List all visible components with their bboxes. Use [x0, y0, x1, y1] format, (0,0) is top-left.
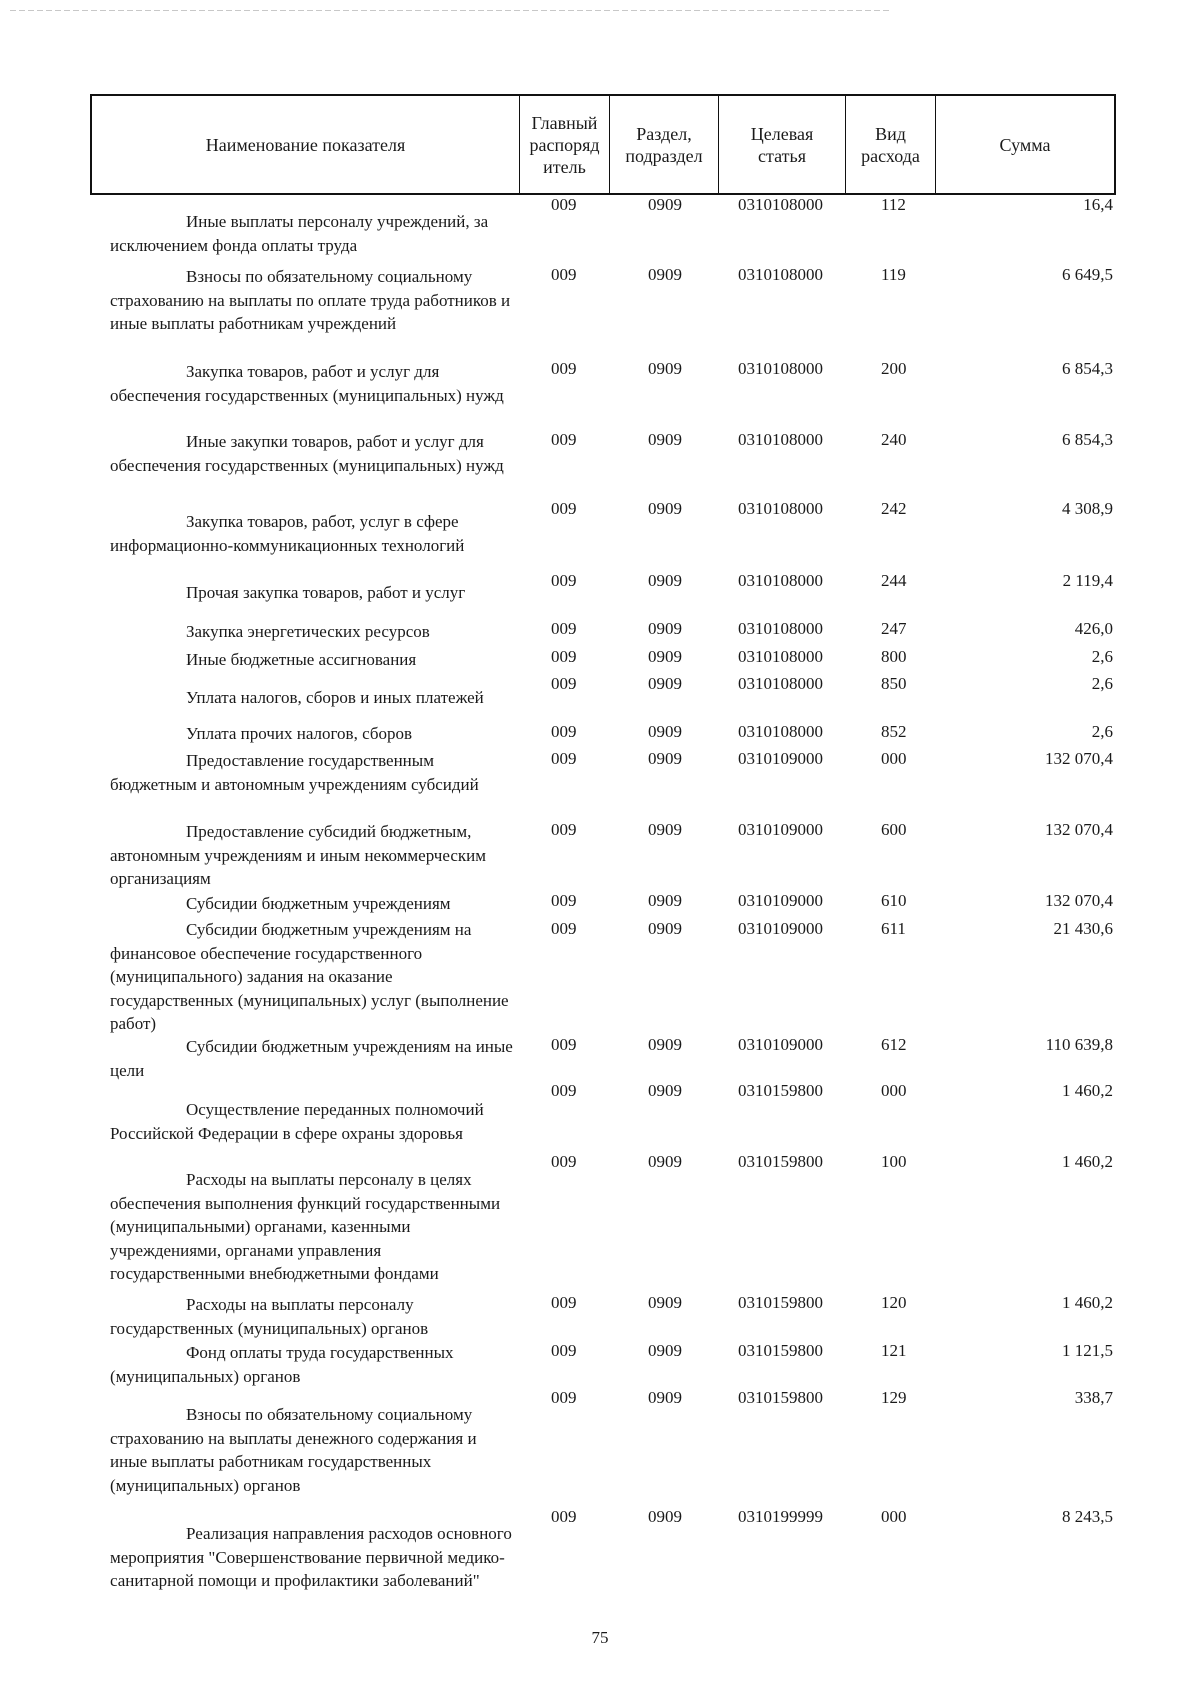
row-sum: 21 430,6 — [1053, 919, 1113, 938]
row-indicator-name: Закупка товаров, работ и услуг для обеспечения государственных (муниципальных) нужд — [110, 362, 504, 405]
row-target-article: 0310108000 — [738, 430, 823, 449]
row-sum: 132 070,4 — [1045, 749, 1113, 768]
row-sum: 8 243,5 — [1062, 1507, 1113, 1526]
row-sum: 2,6 — [1091, 722, 1113, 741]
row-sum: 4 308,9 — [1062, 499, 1113, 518]
row-main-manager: 009 — [551, 1035, 577, 1054]
header-name: Наименование показателя — [205, 134, 406, 155]
row-expense-kind: 112 — [881, 195, 906, 214]
row-expense-kind: 129 — [881, 1388, 907, 1407]
row-section: 0909 — [648, 1152, 682, 1171]
row-expense-kind: 000 — [881, 749, 907, 768]
row-sum: 6 854,3 — [1062, 359, 1113, 378]
row-sum: 338,7 — [1074, 1388, 1113, 1407]
row-expense-kind: 121 — [881, 1341, 907, 1360]
row-target-article: 0310109000 — [738, 919, 823, 938]
row-sum: 110 639,8 — [1045, 1035, 1113, 1054]
row-indicator-name: Осуществление переданных полномочий Российской Федерации в сфере охраны здоровья — [110, 1100, 484, 1143]
row-target-article: 0310159800 — [738, 1152, 823, 1171]
row-sum: 1 460,2 — [1062, 1152, 1113, 1171]
row-expense-kind: 852 — [881, 722, 907, 741]
row-target-article: 0310109000 — [738, 891, 823, 910]
row-indicator-name: Закупка товаров, работ, услуг в сфере информационно-коммуникационных технологий — [110, 512, 465, 555]
row-expense-kind: 242 — [881, 499, 907, 518]
row-expense-kind: 200 — [881, 359, 907, 378]
row-sum: 1 121,5 — [1062, 1341, 1113, 1360]
row-target-article: 0310159800 — [738, 1081, 823, 1100]
row-indicator-name: Иные бюджетные ассигнования — [186, 650, 417, 669]
row-expense-kind: 100 — [881, 1152, 907, 1171]
row-indicator-name: Субсидии бюджетным учреждениям на иные цели — [110, 1037, 513, 1080]
row-main-manager: 009 — [551, 1081, 577, 1100]
row-section: 0909 — [648, 571, 682, 590]
row-target-article: 0310159800 — [738, 1388, 823, 1407]
row-indicator-name: Иные закупки товаров, работ и услуг для обеспечения государственных (муниципальных) нужд — [110, 432, 504, 475]
row-sum: 6 854,3 — [1062, 430, 1113, 449]
row-section: 0909 — [648, 1341, 682, 1360]
row-section: 0909 — [648, 1035, 682, 1054]
row-expense-kind: 119 — [881, 265, 906, 284]
row-section: 0909 — [648, 195, 682, 214]
row-target-article: 0310108000 — [738, 265, 823, 284]
row-expense-kind: 240 — [881, 430, 907, 449]
row-sum: 2,6 — [1091, 674, 1113, 693]
row-section: 0909 — [648, 1507, 682, 1526]
row-indicator-name: Субсидии бюджетным учреждениям на финансовое обеспечение государственного (муниципального) задания на оказание государственных (муниципальных) услуг (выполнение работ) — [110, 920, 509, 1033]
row-target-article: 0310108000 — [738, 647, 823, 666]
row-indicator-name: Уплата прочих налогов, сборов — [186, 724, 412, 743]
row-indicator-name: Субсидии бюджетным учреждениям — [186, 894, 451, 913]
row-expense-kind: 600 — [881, 820, 907, 839]
header-main-manager: Главный распоряд итель — [519, 96, 609, 193]
row-indicator-name: Расходы на выплаты персоналу в целях обеспечения выполнения функций государственными (муниципальными) органами, казенными учреждениями, органами управления государственными внебюджетными фондами — [110, 1170, 501, 1283]
row-expense-kind: 610 — [881, 891, 907, 910]
row-main-manager: 009 — [551, 722, 577, 741]
row-sum: 2,6 — [1091, 647, 1113, 666]
row-sum: 1 460,2 — [1062, 1081, 1113, 1100]
row-sum: 132 070,4 — [1045, 820, 1113, 839]
row-main-manager: 009 — [551, 195, 577, 214]
row-sum: 1 460,2 — [1062, 1293, 1113, 1312]
row-section: 0909 — [648, 1293, 682, 1312]
header-target-article: Целевая статья — [718, 96, 845, 193]
row-target-article: 0310109000 — [738, 820, 823, 839]
row-expense-kind: 247 — [881, 619, 907, 638]
row-indicator-name: Реализация направления расходов основного мероприятия "Совершенствование первичной медико-санитарной помощи и профилактики заболеваний" — [110, 1524, 512, 1590]
row-section: 0909 — [648, 430, 682, 449]
row-target-article: 0310108000 — [738, 195, 823, 214]
row-indicator-name: Фонд оплаты труда государственных (муниципальных) органов — [110, 1343, 454, 1386]
row-main-manager: 009 — [551, 1388, 577, 1407]
row-sum: 2 119,4 — [1062, 571, 1113, 590]
row-main-manager: 009 — [551, 619, 577, 638]
row-main-manager: 009 — [551, 919, 577, 938]
row-main-manager: 009 — [551, 1152, 577, 1171]
row-target-article: 0310109000 — [738, 749, 823, 768]
row-expense-kind: 612 — [881, 1035, 907, 1054]
row-main-manager: 009 — [551, 499, 577, 518]
row-sum: 16,4 — [1083, 195, 1113, 214]
row-sum: 6 649,5 — [1062, 265, 1113, 284]
row-target-article: 0310108000 — [738, 674, 823, 693]
row-section: 0909 — [648, 499, 682, 518]
row-indicator-name: Иные выплаты персоналу учреждений, за исключением фонда оплаты труда — [110, 212, 489, 255]
row-section: 0909 — [648, 359, 682, 378]
row-target-article: 0310159800 — [738, 1293, 823, 1312]
header-expense-kind: Вид расхода — [845, 96, 935, 193]
row-main-manager: 009 — [551, 430, 577, 449]
row-section: 0909 — [648, 619, 682, 638]
row-target-article: 0310108000 — [738, 619, 823, 638]
row-main-manager: 009 — [551, 1341, 577, 1360]
row-expense-kind: 120 — [881, 1293, 907, 1312]
row-target-article: 0310199999 — [738, 1507, 823, 1526]
row-expense-kind: 850 — [881, 674, 907, 693]
row-main-manager: 009 — [551, 1507, 577, 1526]
row-target-article: 0310108000 — [738, 722, 823, 741]
row-target-article: 0310109000 — [738, 1035, 823, 1054]
row-expense-kind: 244 — [881, 571, 907, 590]
row-section: 0909 — [648, 919, 682, 938]
row-main-manager: 009 — [551, 674, 577, 693]
row-main-manager: 009 — [551, 571, 577, 590]
row-sum: 426,0 — [1074, 619, 1113, 638]
row-section: 0909 — [648, 891, 682, 910]
row-indicator-name: Предоставление государственным бюджетным и автономным учреждениям субсидий — [110, 751, 479, 794]
row-indicator-name: Прочая закупка товаров, работ и услуг — [186, 583, 466, 602]
row-target-article: 0310108000 — [738, 359, 823, 378]
row-indicator-name: Предоставление субсидий бюджетным, автономным учреждениям и иным некоммерческим организациям — [110, 822, 486, 888]
row-indicator-name: Закупка энергетических ресурсов — [186, 622, 430, 641]
row-main-manager: 009 — [551, 359, 577, 378]
row-section: 0909 — [648, 749, 682, 768]
header-section: Раздел, подраздел — [609, 96, 718, 193]
page-number: 75 — [591, 1628, 609, 1647]
row-main-manager: 009 — [551, 265, 577, 284]
header-sum: Сумма — [935, 96, 1114, 193]
row-main-manager: 009 — [551, 820, 577, 839]
row-section: 0909 — [648, 674, 682, 693]
row-section: 0909 — [648, 647, 682, 666]
row-main-manager: 009 — [551, 749, 577, 768]
row-target-article: 0310108000 — [738, 571, 823, 590]
row-section: 0909 — [648, 722, 682, 741]
row-sum: 132 070,4 — [1045, 891, 1113, 910]
row-expense-kind: 000 — [881, 1507, 907, 1526]
row-indicator-name: Взносы по обязательному социальному страхованию на выплаты по оплате труда работников и иные выплаты работникам учреждений — [110, 267, 511, 333]
row-target-article: 0310108000 — [738, 499, 823, 518]
row-section: 0909 — [648, 820, 682, 839]
row-indicator-name: Взносы по обязательному социальному страхованию на выплаты денежного содержания и иные выплаты работникам государственных (муниципальных) органов — [110, 1405, 477, 1495]
row-indicator-name: Расходы на выплаты персоналу государственных (муниципальных) органов — [110, 1295, 429, 1338]
row-target-article: 0310159800 — [738, 1341, 823, 1360]
row-expense-kind: 611 — [881, 919, 906, 938]
row-section: 0909 — [648, 1388, 682, 1407]
row-indicator-name: Уплата налогов, сборов и иных платежей — [186, 688, 484, 707]
row-expense-kind: 000 — [881, 1081, 907, 1100]
row-expense-kind: 800 — [881, 647, 907, 666]
row-section: 0909 — [648, 265, 682, 284]
row-section: 0909 — [648, 1081, 682, 1100]
row-main-manager: 009 — [551, 891, 577, 910]
row-main-manager: 009 — [551, 1293, 577, 1312]
row-main-manager: 009 — [551, 647, 577, 666]
